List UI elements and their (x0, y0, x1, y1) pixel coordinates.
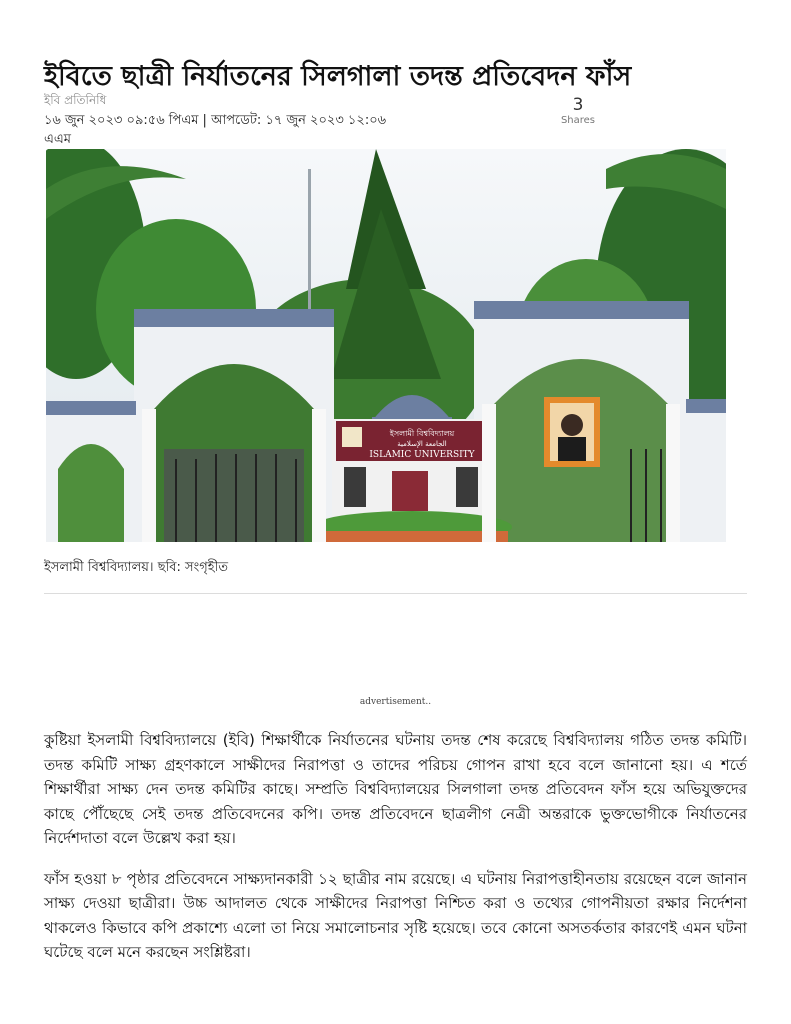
share-label: Shares (560, 115, 596, 126)
share-count: 3 (572, 95, 584, 115)
publish-dateline: ১৬ জুন ২০২৩ ০৯:৫৬ পিএম | আপডেট: ১৭ জুন ২০২৩ ১২:০৬ এএম (44, 113, 387, 147)
article-body (44, 728, 747, 981)
paragraph: ফাঁস হওয়া ৮ পৃষ্ঠার প্রতিবেদনে সাক্ষ্যদানকারী ১২ ছাত্রীর নাম রয়েছে। এ ঘটনায় নিরাপত্তাহীনতায় রয়েছেন বলে জানান সাক্ষ্য দেওয়া ছাত্রীরা। উচ্চ আদালত থেকে সাক্ষীদের নিরাপত্তা নিশ্চিত করা ও তথ্যের গোপনীয়তা রক্ষার নির্দেশনা থাকলেও কিভাবে কপি প্রকাশ্যে এলো তা নিয়ে সমালোচনার সৃষ্টি হয়েছে। তবে কোনো অসতর্কতার কারণেই এমন ঘটনা ঘটেছে বলে মনে করছেন সংশ্লিষ্টরা। (44, 869, 747, 961)
author-byline[interactable]: ইবি প্রতিনিধি (44, 93, 107, 107)
article-headline: ইবিতে ছাত্রী নির্যাতনের সিলগালা তদন্ত প্রতিবেদন ফাঁস (44, 61, 632, 93)
advertisement-label: advertisement.. (359, 697, 432, 707)
divider (44, 593, 747, 594)
gate-sign-bangla: ইসলামী বিশ্ববিদ্যালয় (389, 429, 455, 438)
photo-caption: ইসলামী বিশ্ববিদ্যালয়। ছবি: সংগৃহীত (44, 560, 229, 575)
gate-sign-english: ISLAMIC UNIVERSITY (369, 450, 475, 460)
article-photo (46, 149, 726, 542)
gate-sign-arabic: الجامعة الإسلامية (397, 440, 447, 448)
share-counter[interactable] (550, 95, 606, 127)
paragraph: কুষ্টিয়া ইসলামী বিশ্ববিদ্যালয়ে (ইবি) শিক্ষার্থীকে নির্যাতনের ঘটনায় তদন্ত শেষ করেছে বিশ্ববিদ্যালয় গঠিত তদন্ত কমিটি। তদন্ত কমিটি সাক্ষ্য গ্রহণকালে সাক্ষীদের নিরাপত্তা ও তাদের পরিচয় গোপন রাখা হবে বলে জানানো হয়। এ শর্তে শিক্ষার্থীরা সাক্ষ্য দেন তদন্ত কমিটির কাছে। সম্প্রতি বিশ্ববিদ্যালয়ের সিলগালা তদন্ত প্রতিবেদন ফাঁস হয়ে অভিযুক্তদের কাছে পৌঁছেছে সেই তদন্ত প্রতিবেদনের কপি। তদন্ত প্রতিবেদনে ছাত্রলীগ নেত্রী অন্তরাকে ভুক্তভোগীকে নির্যাতনের নির্দেশদাতা বলে উল্লেখ করা হয়। (44, 731, 747, 847)
